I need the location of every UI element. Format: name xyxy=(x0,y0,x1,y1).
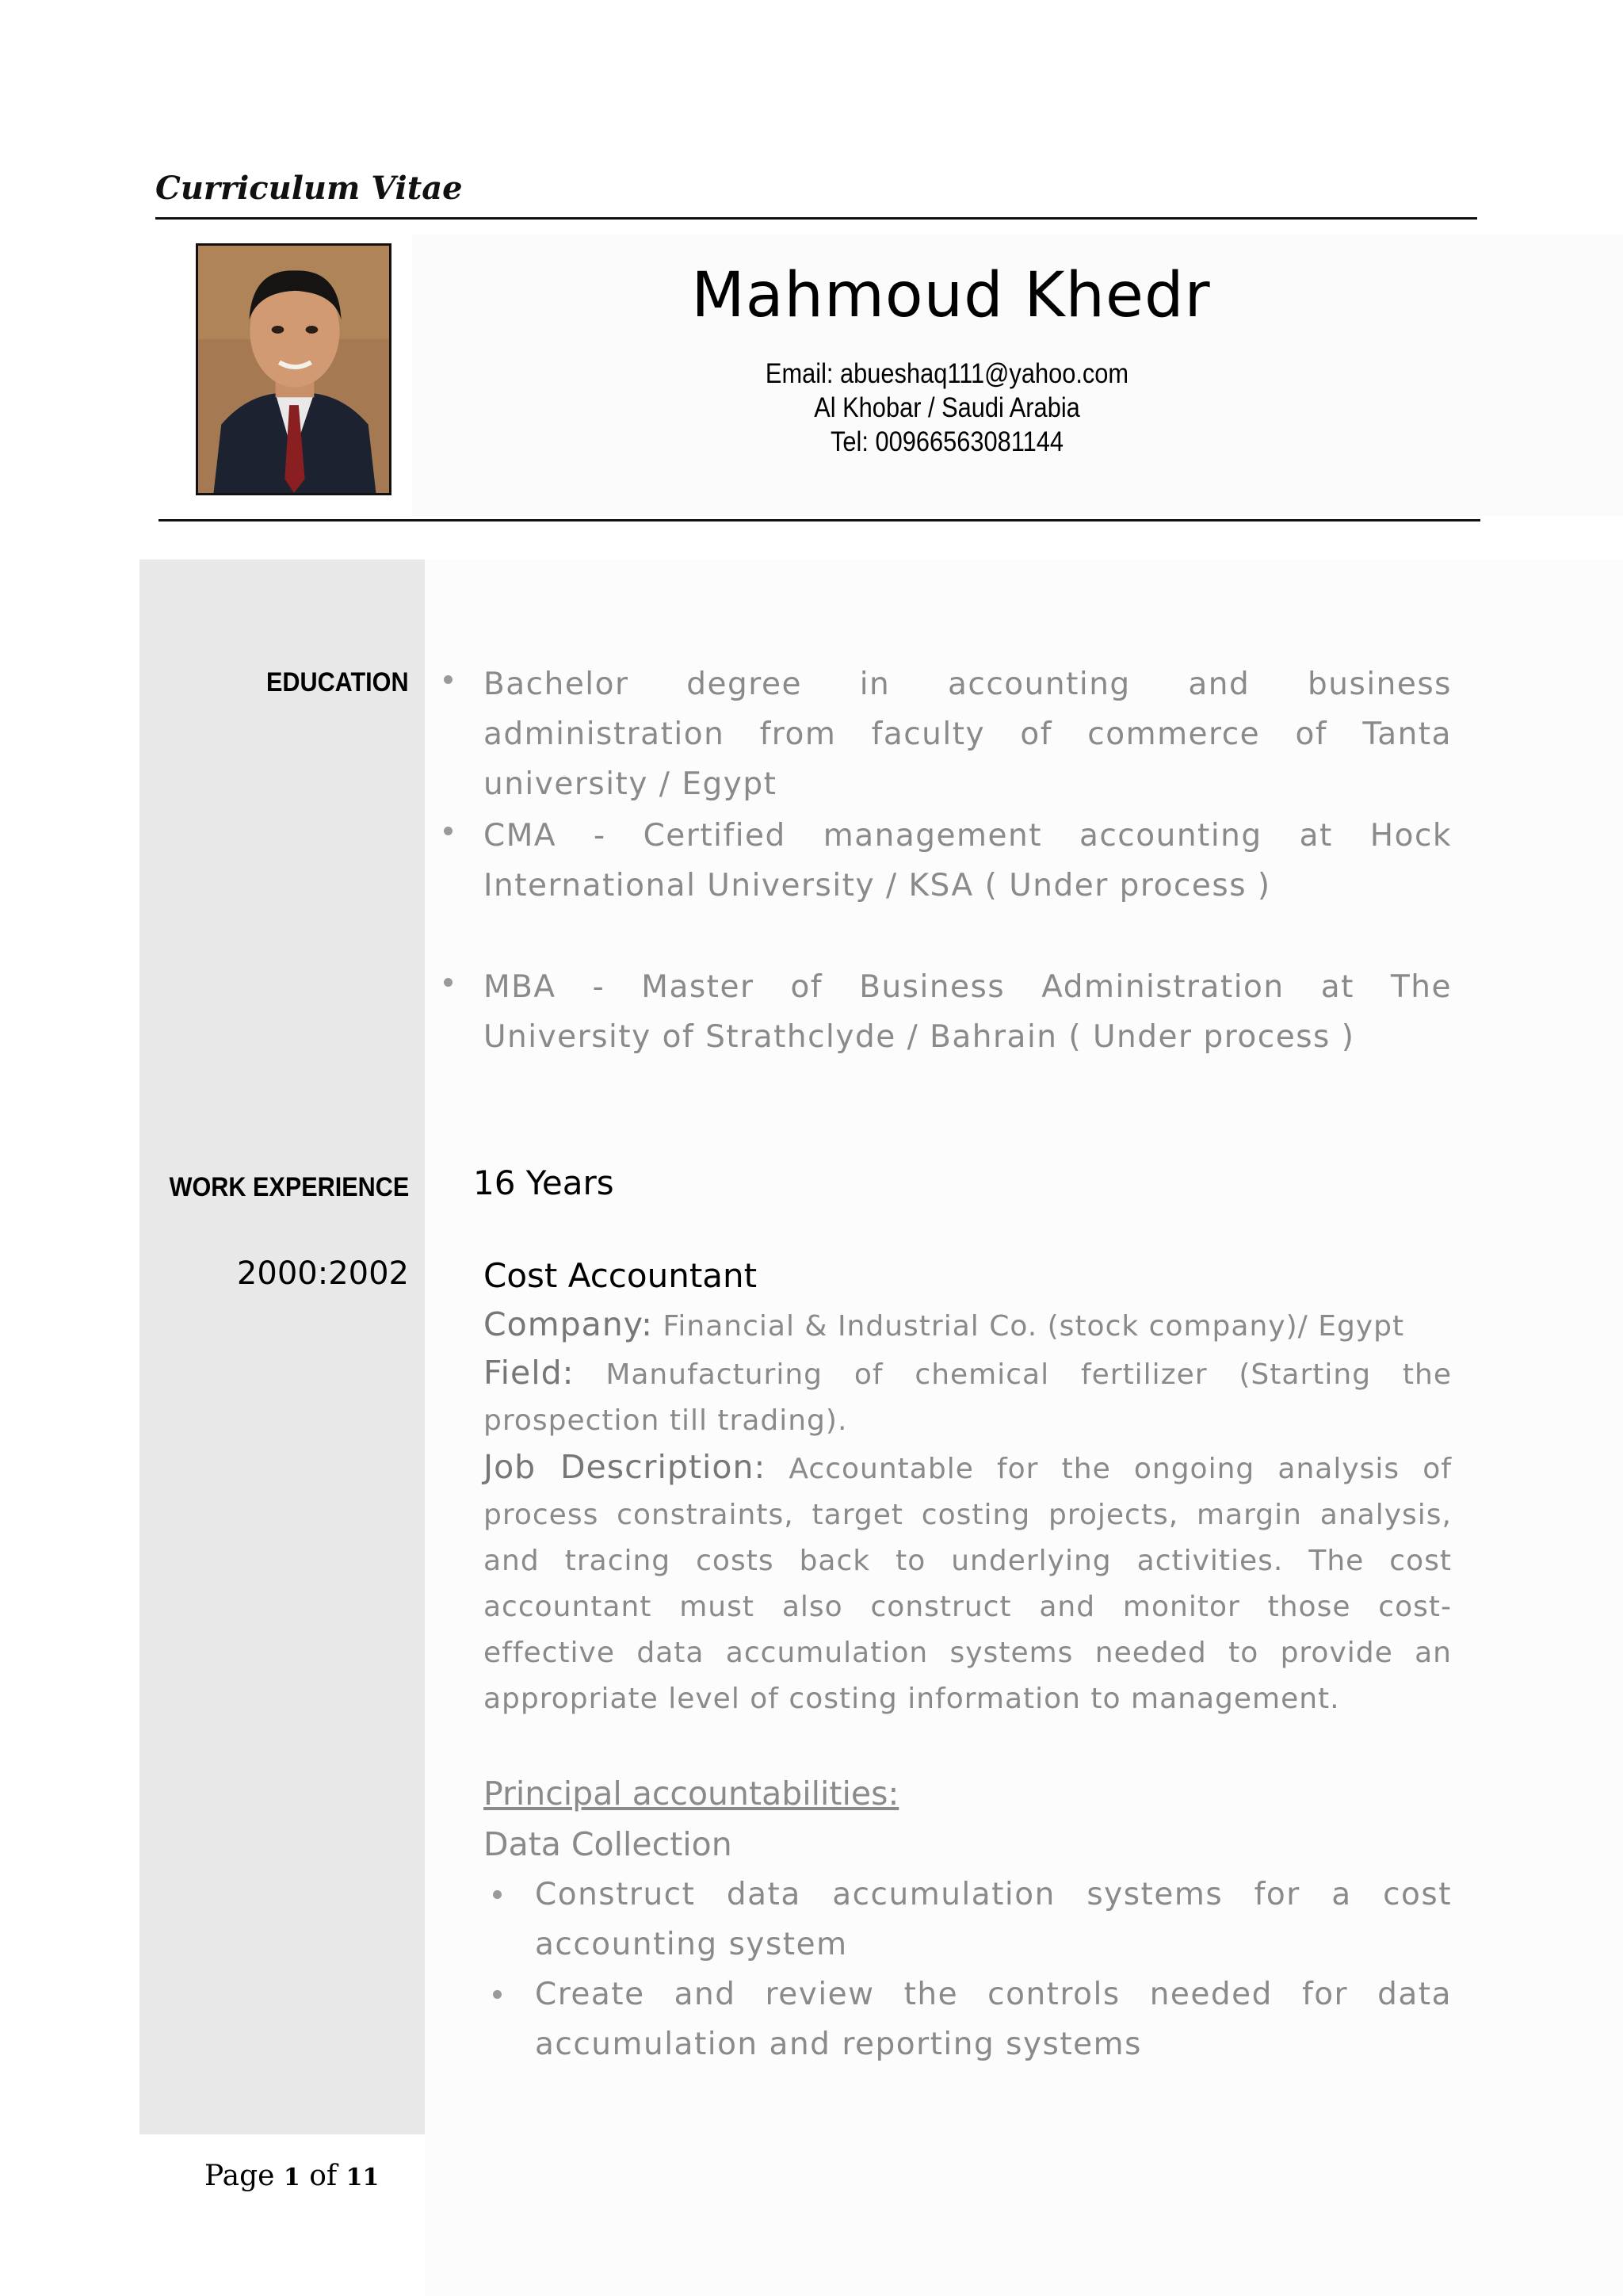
contact-location: Al Khobar / Saudi Arabia xyxy=(814,392,1080,423)
task-text: Construct data accumulation systems for a cost accounting system xyxy=(535,1877,1452,1962)
profile-photo xyxy=(196,243,391,495)
company-label: Company: xyxy=(483,1305,653,1343)
page-footer xyxy=(204,2160,379,2192)
field-line xyxy=(483,1350,1452,1444)
job-title: Cost Accountant xyxy=(483,1256,758,1295)
education-text: CMA - Certified management accounting at Hock International University / KSA ( Under process ) xyxy=(483,818,1452,904)
contact-email: Email: abueshaq111@yahoo.com xyxy=(765,358,1129,389)
page-total: 11 xyxy=(346,2164,380,2191)
task-text: Create and review the controls needed for data accumulation and reporting systems xyxy=(535,1977,1452,2062)
work-experience-label: WORK EXPERIENCE xyxy=(169,1172,409,1202)
document-title: Curriculum Vitae xyxy=(155,170,463,207)
header-top-rule xyxy=(155,217,1477,220)
experience-years: 16 Years xyxy=(473,1163,614,1202)
bullet-icon xyxy=(444,827,453,835)
bullet-icon xyxy=(444,675,453,684)
page-word: Page xyxy=(204,2160,275,2192)
job-period: 2000:2002 xyxy=(236,1255,409,1292)
data-collection-heading: Data Collection xyxy=(483,1825,732,1863)
field-value: Manufacturing of chemical fertilizer (Starting the prospection till trading). xyxy=(483,1358,1452,1437)
field-label: Field: xyxy=(483,1354,575,1392)
sidebar-column xyxy=(139,560,425,2134)
list-item xyxy=(483,1870,1452,1969)
header-bottom-rule xyxy=(158,519,1480,521)
job-description xyxy=(483,1444,1452,1722)
list-item xyxy=(483,1969,1452,2069)
job-entry xyxy=(483,1251,1452,2069)
education-item xyxy=(444,811,1452,911)
candidate-name: Mahmoud Khedr xyxy=(691,260,1211,331)
page-number: 1 xyxy=(283,2164,300,2191)
bullet-icon xyxy=(444,978,453,987)
contact-phone: Tel: 00966563081144 xyxy=(830,426,1064,457)
bullet-icon xyxy=(493,1990,502,1999)
education-item xyxy=(444,659,1452,809)
bullet-icon xyxy=(493,1890,502,1899)
task-list xyxy=(483,1870,1452,2069)
job-description-label: Job Description: xyxy=(483,1448,766,1486)
principal-accountabilities-heading: Principal accountabilities: xyxy=(483,1775,899,1813)
of-word: of xyxy=(309,2160,338,2192)
education-text: MBA - Master of Business Administration at The University of Strathclyde / Bahrain ( Under process ) xyxy=(483,969,1452,1055)
education-item xyxy=(444,962,1452,1062)
education-text: Bachelor degree in accounting and business administration from faculty of commerce of Tanta university / Egypt xyxy=(483,667,1452,802)
education-label: EDUCATION xyxy=(266,667,409,697)
company-line xyxy=(483,1301,1452,1350)
job-description-value: Accountable for the ongoing analysis of process constraints, target costing projects, margin analysis, and tracing costs back to underlying activities. The cost accountant must also construct and monitor those cost-effective data accumulation systems needed to provide an appropriate level of costing information to management. xyxy=(483,1453,1452,1715)
company-value: Financial & Industrial Co. (stock company)/ Egypt xyxy=(663,1310,1405,1343)
